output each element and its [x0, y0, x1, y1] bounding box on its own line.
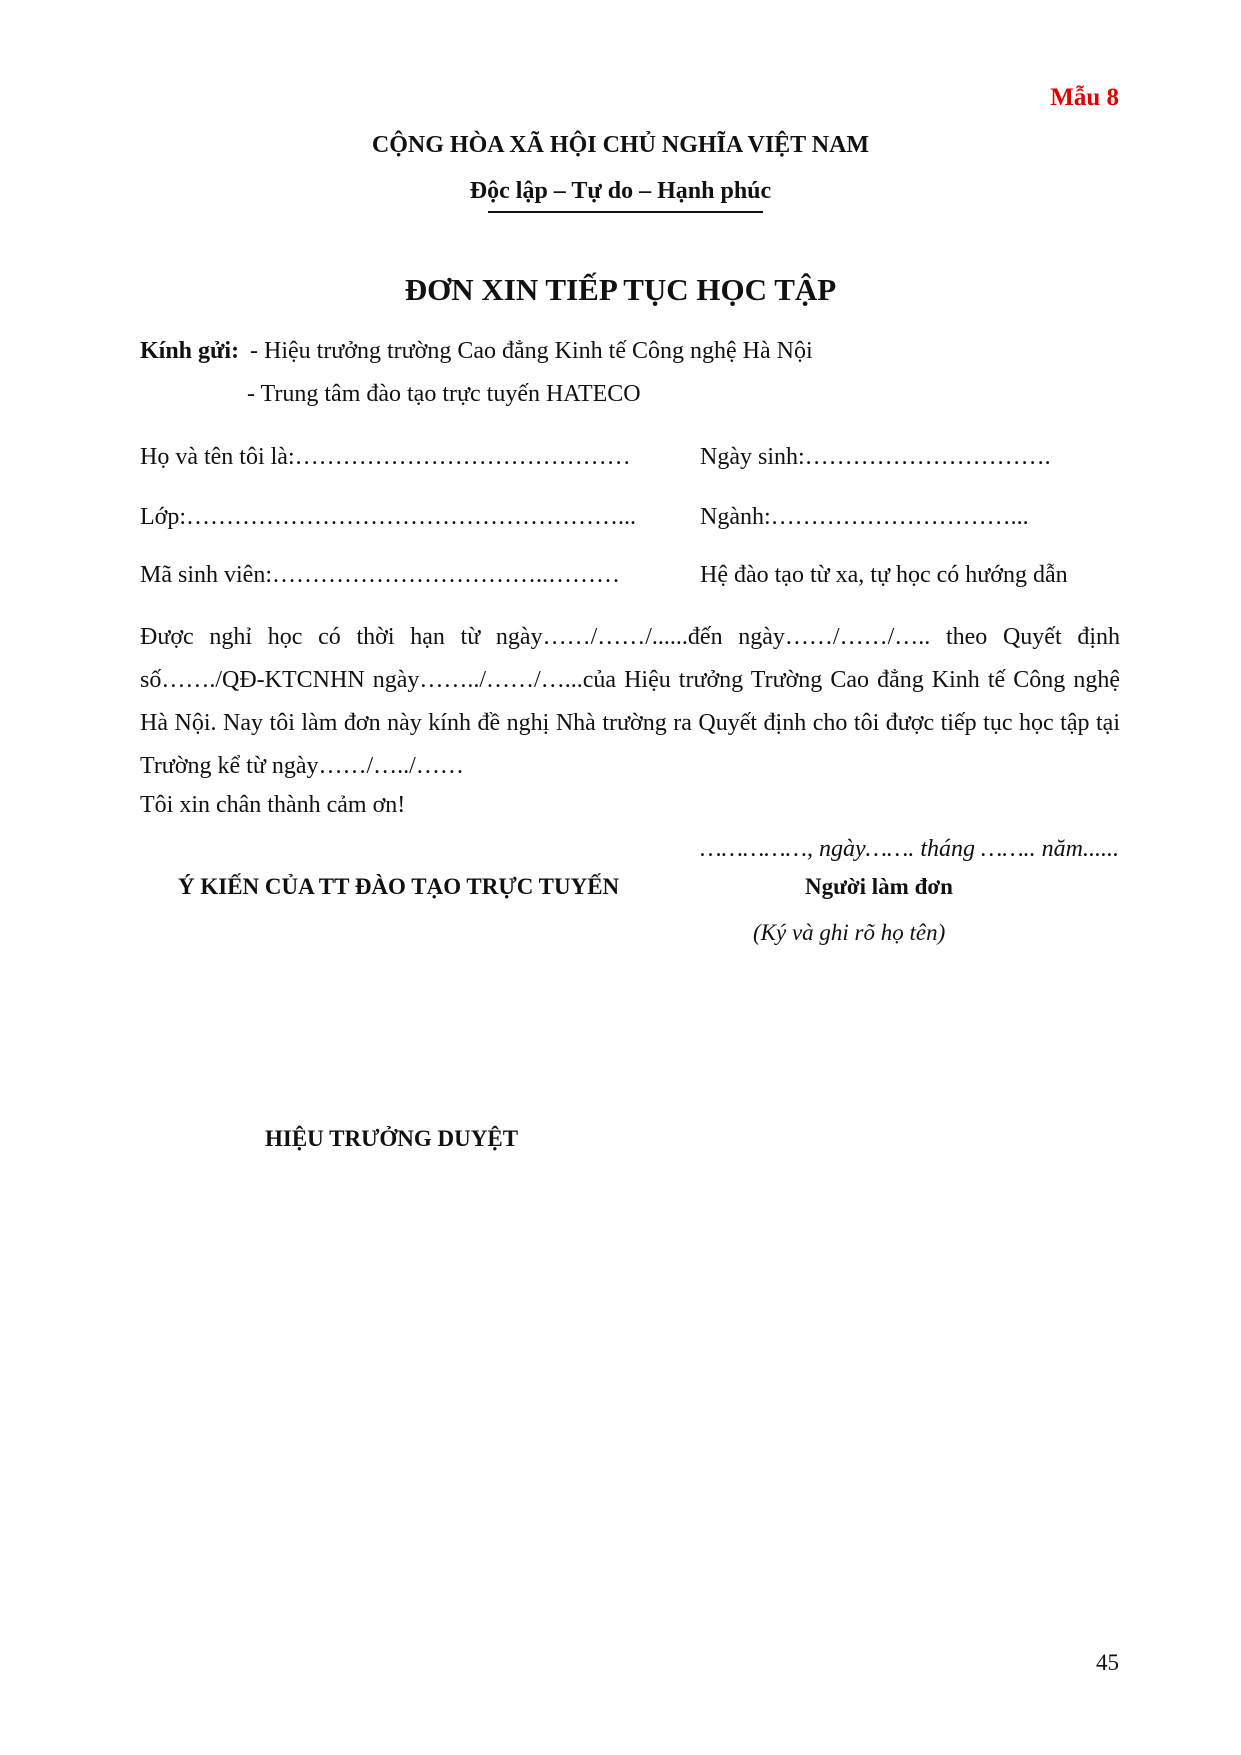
recipient-line-2: - Trung tâm đào tạo trực tuyến HATECO [247, 381, 641, 407]
motto-underline [488, 211, 763, 213]
motto: Độc lập – Tự do – Hạnh phúc [469, 178, 772, 204]
recipient-line-1: - Hiệu trưởng trường Cao đẳng Kinh tế Công nghệ Hà Nội [250, 338, 813, 364]
recipients-label: Kính gửi: [140, 338, 240, 364]
principal-approval-label: HIỆU TRƯỞNG DUYỆT [265, 1126, 519, 1151]
request-paragraph: Được nghỉ học có thời hạn từ ngày……/……/......đến ngày……/……/….. theo Quyết định số……./QĐ-KTCNHN ngày……../……/…...của Hiệu trưởng Trường Cao đẳng Kinh tế Công nghệ Hà Nội. Nay tôi làm đơn này kính đề nghị Nhà trường ra Quyết định cho tôi được tiếp tục học tập tại Trường kể từ ngày……/…../…… [140, 624, 1120, 779]
applicant-signature-note: (Ký và ghi rõ họ tên) [753, 920, 946, 945]
date-line: ……………, ngày……. tháng …….. năm...... [700, 836, 1119, 862]
applicant-label: Người làm đơn [805, 874, 953, 899]
center-opinion-label: Ý KIẾN CỦA TT ĐÀO TẠO TRỰC TUYẾN [178, 874, 620, 899]
field-training-mode: Hệ đào tạo từ xa, tự học có hướng dẫn [700, 562, 1068, 588]
field-student-id: Mã sinh viên:……………………………..……… [140, 562, 620, 588]
field-class: Lớp:………………………………………………... [140, 504, 637, 530]
thanks-line: Tôi xin chân thành cảm ơn! [140, 792, 406, 818]
nation-header: CỘNG HÒA XÃ HỘI CHỦ NGHĨA VIỆT NAM [371, 132, 870, 158]
field-birth-date: Ngày sinh:…………………………. [700, 444, 1051, 470]
document-title: ĐƠN XIN TIẾP TỤC HỌC TẬP [404, 272, 837, 307]
form-code: Mẫu 8 [1050, 84, 1119, 111]
field-full-name: Họ và tên tôi là:…………………………………… [140, 444, 631, 470]
page-number: 45 [1096, 1650, 1119, 1675]
field-major: Ngành:…………………………... [700, 504, 1029, 530]
